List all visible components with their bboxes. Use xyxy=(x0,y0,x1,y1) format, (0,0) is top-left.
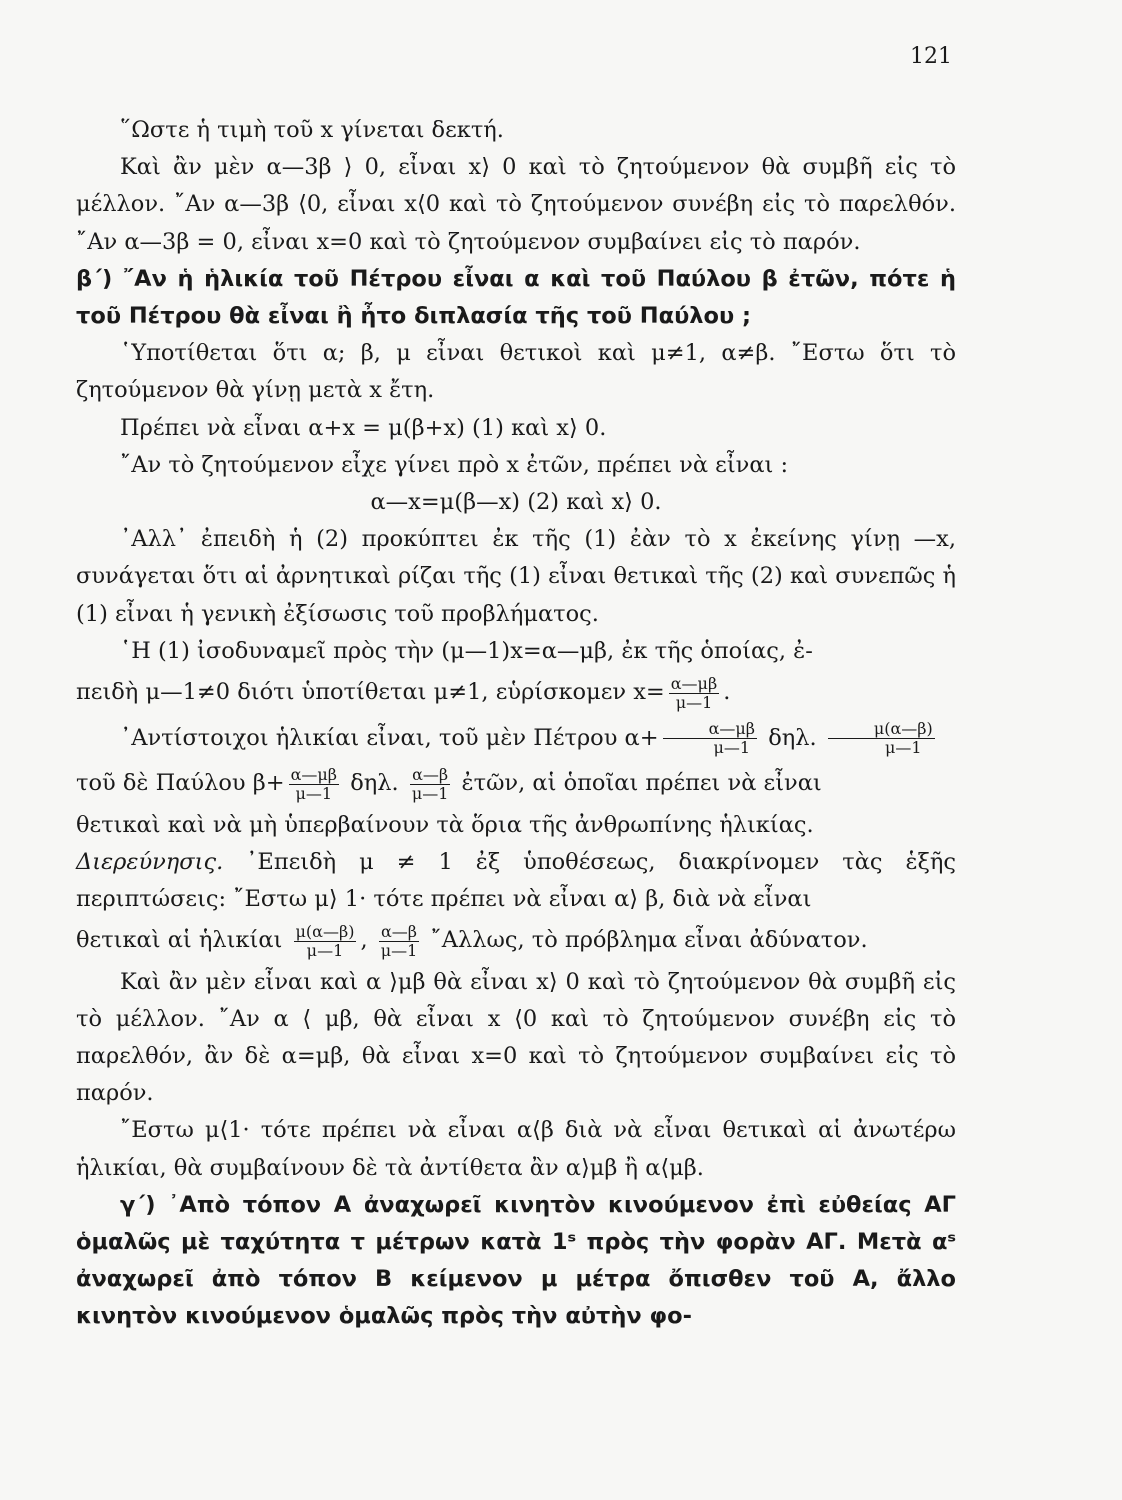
page-body xyxy=(76,112,956,1336)
paragraph-mu-less-one: ῎Εστω μ⟨1· τότε πρέπει νὰ εἶναι α⟨β διὰ νὰ εἶναι θετικαὶ αἱ ἀνωτέρω ἡλικίαι, θὰ συμβαίνουν δὲ τὰ ἀντίθετα ἂν α⟩μβ ἢ α⟨μβ. xyxy=(76,1117,956,1181)
fraction-denominator: μ—1 xyxy=(713,738,751,758)
fraction-numerator: α—μβ xyxy=(290,764,338,784)
ages-paul-tail: ἐτῶν, αἱ ὁποῖαι πρέπει νὰ εἶναι xyxy=(461,770,822,797)
equation-two: α—x=μ(β—x) (2) καὶ x⟩ 0. xyxy=(370,489,662,516)
fraction-denominator: μ—1 xyxy=(411,783,449,803)
fraction-denominator: μ—1 xyxy=(675,692,713,712)
paragraph-past-case: ῎Αν τὸ ζητούμενον εἶχε γίνει πρὸ x ἐτῶν, πρέπει νὰ εἶναι : xyxy=(120,451,789,478)
fraction-numerator: α—μβ xyxy=(663,720,757,739)
fraction-numerator: α—β xyxy=(379,923,420,942)
ages-peter-i-e: δηλ. xyxy=(768,724,817,751)
discussion-text: ᾿Επειδὴ μ ≠ 1 ἐξ ὑποθέσεως, διακρίνομεν τὰς ἑξῆς περιπτώσεις: ῎Εστω μ⟩ 1· τότε πρέπει νὰ εἶναι α⟩ β, διὰ νὰ εἶναι xyxy=(76,848,956,912)
fraction-denominator: μ—1 xyxy=(295,783,333,803)
ages-line xyxy=(76,716,956,762)
solution-text: πειδὴ μ—1≠0 διότι ὑποτίθεται μ≠1, εὑρίσκομεν x= xyxy=(76,679,665,706)
problem-beta-heading: β΄) ῎Αν ἡ ἡλικία τοῦ Πέτρου εἶναι α καὶ τοῦ Παύλου β ἐτῶν, πότε ἡ τοῦ Πέτρου θὰ εἶναι ἢ ἦτο διπλασία τῆς τοῦ Παύλου ; xyxy=(76,265,956,330)
paragraph-future-past: Καὶ ἂν μὲν εἶναι καὶ α ⟩μβ θὰ εἶναι x⟩ 0 καὶ τὸ ζητούμενον θὰ συμβῆ εἰς τὸ μέλλον. ῎Αν α ⟨ μβ, θὰ εἶναι x ⟨0 καὶ τὸ ζητούμενον συνέβη εἰς τὸ παρελθόν, ἂν δὲ α=μβ, θὰ εἶναι x=0 καὶ τὸ ζητούμενον συμβαίνει εἰς τὸ παρόν. xyxy=(76,968,956,1107)
fraction-denominator: μ—1 xyxy=(884,738,922,758)
positive-ages-line xyxy=(76,918,956,964)
paragraph-result: ῞Ωστε ἡ τιμὴ τοῦ x γίνεται δεκτή. xyxy=(120,117,504,143)
fraction-peter-result xyxy=(828,720,935,757)
ages-paul-text: τοῦ δὲ Παύλου β+ xyxy=(76,770,285,797)
fraction-numerator: α—β xyxy=(410,766,451,785)
fraction-denominator: μ—1 xyxy=(306,940,344,960)
paragraph-cases: Καὶ ἂν μὲν α—3β ⟩ 0, εἶναι x⟩ 0 καὶ τὸ ζητούμενον θὰ συμβῆ εἰς τὸ μέλλον. ῎Αν α—3β ⟨0, εἶναι x⟨0 καὶ τὸ ζητούμενον συνέβη εἰς τὸ παρελθόν. ῎Αν α—3β = 0, εἶναι x=0 καὶ τὸ ζητούμενον συμβαίνει εἰς τὸ παρόν. xyxy=(76,154,956,255)
fraction-numerator: μ(α—β) xyxy=(828,720,935,739)
fraction-numerator: μ(α—β) xyxy=(295,921,355,941)
period: . xyxy=(723,679,731,706)
fraction-paul-add xyxy=(289,766,339,803)
paragraph-general-equation: ᾿Αλλ᾿ ἐπειδὴ ἡ (2) προκύπτει ἐκ τῆς (1) ἐὰν τὸ x ἐκείνης γίνῃ —x, συνάγεται ὅτι αἱ ἀρνητικαὶ ρίζαι τῆς (1) εἶναι θετικαὶ τῆς (2) καὶ συνεπῶς ἡ (1) εἶναι ἡ γενικὴ ἐξίσωσις τοῦ προβλήματος. xyxy=(76,526,956,627)
paragraph-equivalence: ῾Η (1) ἰσοδυναμεῖ πρὸς τὴν (μ—1)x=α—μβ, ἐκ τῆς ὁποίας, ἐ- xyxy=(120,637,813,664)
fraction-denominator: μ—1 xyxy=(380,940,418,960)
fraction-paul-result xyxy=(410,766,451,803)
fraction-age-two xyxy=(379,923,420,960)
ages-paul-i-e: δηλ. xyxy=(350,770,399,797)
paragraph-discussion xyxy=(76,844,956,918)
ages-peter-text: ᾿Αντίστοιχοι ἡλικίαι εἶναι, τοῦ μὲν Πέτρου α+ xyxy=(120,724,659,751)
fraction-age-one xyxy=(294,923,357,960)
paragraph-human-age: θετικαὶ καὶ νὰ μὴ ὑπερβαίνουν τὰ ὅρια τῆς ἀνθρωπίνης ἡλικίας. xyxy=(76,811,814,838)
solution-line xyxy=(76,670,956,716)
page-number: 121 xyxy=(910,44,952,69)
positive-ages-text: θετικαὶ αἱ ἡλικίαι xyxy=(76,927,283,954)
problem-gamma-heading: γ΄) ᾿Απὸ τόπον Α ἀναχωρεῖ κινητὸν κινούμενον ἐπὶ εὐθείας ΑΓ ὁμαλῶς μὲ ταχύτητα τ μέτρων κατὰ 1ˢ πρὸς τὴν φορὰν ΑΓ. Μετὰ αˢ ἀναχωρεῖ ἀπὸ τόπον Β κείμενον μ μέτρα ὄπισθεν τοῦ Α, ἄλλο κινητὸν κινούμενον ὁμαλῶς πρὸς τὴν αὐτὴν φο- xyxy=(76,1191,956,1330)
paragraph-assumption: ῾Υποτίθεται ὅτι α; β, μ εἶναι θετικοὶ καὶ μ≠1, α≠β. ῎Εστω ὅτι τὸ ζητούμενον θὰ γίνῃ μετὰ x ἔτη. xyxy=(76,340,956,404)
discussion-heading: Διερεύνησις. xyxy=(76,848,224,875)
comma: , xyxy=(360,927,368,954)
equation-one: Πρέπει νὰ εἶναι α+x = μ(β+x) (1) καὶ x⟩ 0. xyxy=(120,414,607,441)
fraction-peter-add xyxy=(663,720,757,757)
impossible-text: ῎Αλλως, τὸ πρόβλημα εἶναι ἀδύνατον. xyxy=(430,927,868,954)
fraction-x-solution xyxy=(669,675,719,712)
fraction-numerator: α—μβ xyxy=(670,673,718,693)
paul-ages-line xyxy=(76,761,956,807)
